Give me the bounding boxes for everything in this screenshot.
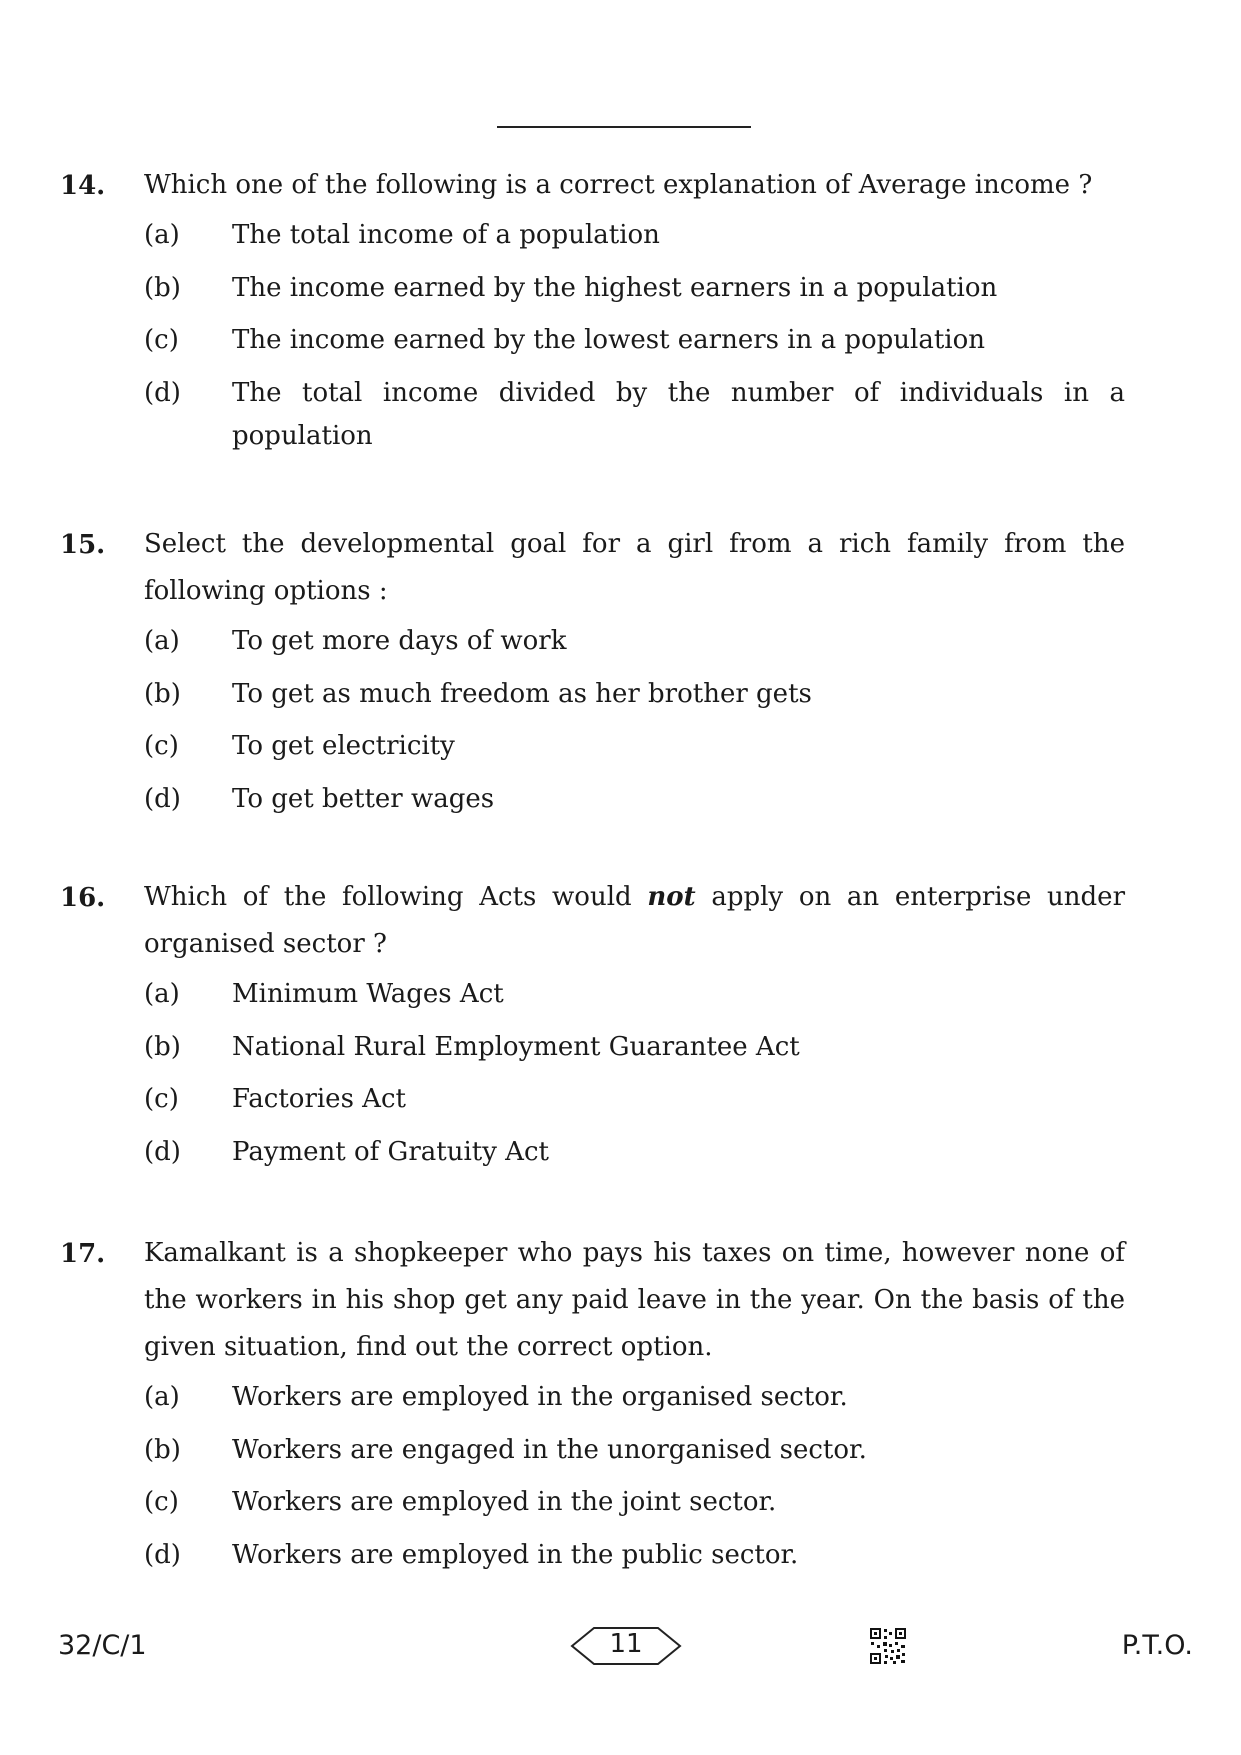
question-text-part: Which of the following Acts would (144, 882, 648, 912)
option-label: (c) (144, 325, 179, 355)
option-b (144, 673, 1125, 716)
option-text: Workers are employed in the public sector. (232, 1539, 799, 1570)
option-a (144, 973, 1125, 1016)
option-text: Payment of Gratuity Act (232, 1136, 549, 1167)
question-16 (60, 883, 1125, 1183)
option-d (144, 778, 1125, 821)
option-b (144, 1429, 1125, 1472)
qr-code-icon (869, 1627, 907, 1669)
option-b (144, 1026, 1125, 1069)
please-turn-over: P.T.O. (1121, 1630, 1193, 1661)
option-text: The income earned by the lowest earners in a population (232, 325, 986, 355)
option-label: (b) (144, 1031, 181, 1062)
options-list (144, 214, 1125, 458)
option-text: To get electricity (232, 731, 455, 761)
option-label: (d) (144, 1136, 181, 1167)
page-number-badge (570, 1624, 682, 1668)
option-a (144, 620, 1125, 663)
option-text: The total income of a population (232, 220, 660, 250)
option-text: Workers are engaged in the unorganised sector. (232, 1434, 867, 1465)
option-label: (b) (144, 678, 181, 709)
option-label: (d) (144, 783, 181, 814)
option-text: Workers are employed in the organised sector. (232, 1382, 848, 1412)
options-list (144, 620, 1125, 821)
option-label: (a) (144, 1382, 180, 1412)
question-15 (60, 530, 1125, 830)
page-footer (0, 1630, 1241, 1670)
question-number: 14. (60, 171, 106, 201)
option-d (144, 372, 1125, 458)
question-text (144, 874, 1125, 968)
option-label: (a) (144, 979, 180, 1009)
option-c (144, 1078, 1125, 1121)
question-14 (60, 171, 1125, 467)
paper-code: 32/C/1 (58, 1630, 147, 1661)
option-c (144, 725, 1125, 768)
option-label: (c) (144, 1084, 179, 1114)
options-list (144, 1376, 1125, 1577)
option-label: (c) (144, 1487, 179, 1517)
option-text: Workers are employed in the joint sector. (232, 1487, 777, 1517)
option-text: National Rural Employment Guarantee Act (232, 1031, 800, 1062)
question-text: Which one of the following is a correct explanation of Average income ? (144, 170, 1093, 200)
option-a (144, 1376, 1125, 1419)
option-text: Factories Act (232, 1084, 406, 1114)
option-text: The total income divided by the number of individuals in a population (232, 377, 1125, 451)
option-text: To get more days of work (232, 626, 567, 656)
question-text: Kamalkant is a shopkeeper who pays his taxes on time, however none of the workers in his shop get any paid leave in the year. On the basis of the given situation, find out the correct option. (144, 1238, 1125, 1362)
question-17 (60, 1239, 1125, 1586)
option-c (144, 319, 1125, 362)
option-b (144, 267, 1125, 310)
question-text-part: apply on an enterprise under organised sector ? (144, 882, 1126, 959)
question-number: 16. (60, 883, 106, 913)
option-label: (d) (144, 377, 181, 408)
options-list (144, 973, 1125, 1174)
question-text: Select the developmental goal for a girl from a rich family from the following options : (144, 529, 1125, 606)
page-number: 11 (609, 1629, 643, 1659)
option-text: To get as much freedom as her brother gets (232, 678, 812, 709)
header-divider (497, 126, 751, 128)
option-label: (a) (144, 626, 180, 656)
option-text: Minimum Wages Act (232, 979, 504, 1009)
question-number: 15. (60, 530, 106, 560)
option-d (144, 1534, 1125, 1577)
option-label: (b) (144, 272, 181, 303)
option-a (144, 214, 1125, 257)
option-c (144, 1481, 1125, 1524)
option-label: (b) (144, 1434, 181, 1465)
question-number: 17. (60, 1239, 106, 1269)
option-label: (a) (144, 220, 180, 250)
option-label: (d) (144, 1539, 181, 1570)
option-text: To get better wages (232, 783, 495, 814)
question-emphasis: not (647, 882, 696, 912)
option-d (144, 1131, 1125, 1174)
option-label: (c) (144, 731, 179, 761)
option-text: The income earned by the highest earners in a population (232, 272, 998, 303)
